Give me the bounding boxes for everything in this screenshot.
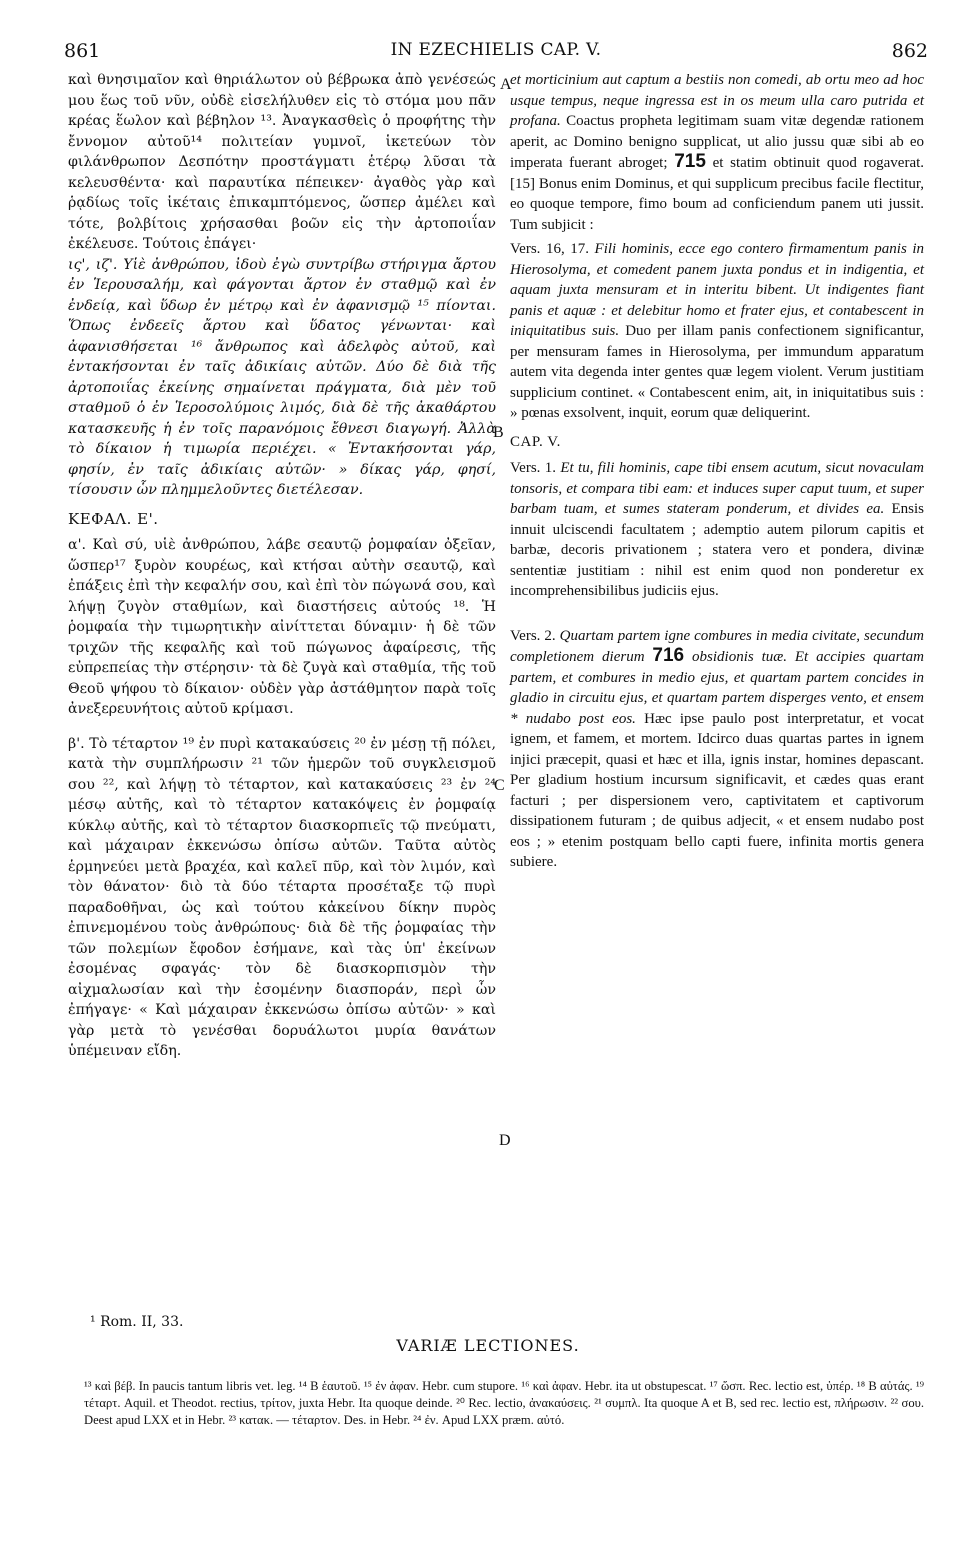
latin-text: Et tu, fili hominis, cape tibi ensem acutum, sicut novaculam tonsoris, et compara tibi eam: et induces super caput tuum, et super barbam tuam, et sumes stateram ponderum, et divides ea. (510, 460, 924, 517)
greek-column (68, 70, 496, 1062)
greek-section-title: ΚΕΦΑΛ. Ε'. (68, 509, 159, 528)
latin-text: et morticinium aut captum a bestiis non comedi, ab ortu meo ad hoc usque tempus, neque ingressa est in os meum ulla caro putrida et profana. (510, 72, 924, 129)
latin-paragraph-1 (510, 70, 924, 235)
greek-paragraph-2: ις', ιζ'. Υἱὲ ἀνθρώπου, ἰδοὺ ἐγὼ συντρίβω στήριγμα ἄρτου ἐν Ἱερουσαλήμ, καὶ φάγονται ἄρτον ἐν σταθμῷ καὶ ἐν ἐνδείᾳ, καὶ ὕδωρ ἐν μέτρῳ καὶ ἐν ἀφανισμῷ ¹⁵ πίονται. Ὅπως ἐνδεεῖς ἄρτου καὶ ὕδατος γένωνται· καὶ ἀφανισθήσεται ¹⁶ ἄνθρωπος καὶ ἀδελφὸς αὐτοῦ, καὶ ἐντακήσονται ἐν ταῖς ἀδικίαις αὐτῶν. Δύο δὲ διὰ τῆς ἀρτοποιΐας ἐκείνης σημαίνεται πράγματα, διὰ μὲν τοῦ σταθμοῦ ὁ ἐν Ἱεροσολύμοις λιμός, διὰ δὲ τῆς ἀκαθάρτου κατασκευῆς ἡ ἐν τοῖς παρανόμοις ἔθνεσι διαγωγή. Ἀλλὰ τὸ δίκαιον ἡ τιμωρία περιέχει. « Ἐντακήσονται γάρ, φησίν, ἐν ταῖς ἀδικίαις αὐτῶν· » δίκας γάρ, φησί, τίσουσιν ὧν πλημμελοῦντες διετέλεσαν. (68, 256, 496, 498)
latin-text: et statim obtinuit quod rogaverat. [15] Bonus enim Dominus, et qui supplicum precibus facile flectitur, eo quoque tempore, fimo boum ad conficiendum panem uti jussit. Tum subjicit : (510, 155, 925, 233)
variae-lectiones-text: ¹³ καὶ βέβ. In paucis tantum libris vet. leg. ¹⁴ B ἑαυτοῦ. ¹⁵ ἐν ἀφαν. Hebr. cum stupore. ¹⁶ καὶ ἀφαν. Hebr. ita ut obstupescat. ¹⁷ ὥσπ. Rec. lectio est, ὑπέρ. ¹⁸ B αὐτάς. ¹⁹ τέταρτ. Aquil. et Theodot. rectius, τρίτον, juxta Hebr. Ita quoque deinde. ²⁰ Rec. lectio, ἀνακαύσεις. ²¹ συμπλ. Ita quoque A et B, sed rec. lectio est, πλήρωσιν. ²² σου. Deest apud LXX et in Hebr. ²³ κατακ. — τέταρτον. Des. in Hebr. ²⁴ ἐν. Apud LXX præm. αὐτό. (84, 1379, 924, 1427)
margin-letter-a: A (500, 76, 512, 93)
latin-paragraph-4 (510, 626, 924, 873)
page-number-right: 862 (891, 40, 928, 62)
greek-paragraph-3: α'. Καὶ σύ, υἱὲ ἀνθρώπου, λάβε σεαυτῷ ῥομφαίαν ὀξεῖαν, ὥσπερ¹⁷ ξυρὸν κουρέως, καὶ κτήσαι αὐτὴν σεαυτῷ, καὶ ἐπάξεις ἐπὶ τὴν κεφαλήν σου, καὶ ἐπὶ τὸν πώγωνά σου, καὶ λήψῃ ζυγὸν σταθμίων, καὶ διαστήσεις αὐτούς ¹⁸. Ἡ ῥομφαία τὴν τιμωρητικὴν αἰνίττεται δύναμιν· ἡ δὲ τῶν τριχῶν τῆς κεφαλῆς καὶ τοῦ πώγωνος ἀφαίρεσις, τῆς εὐπρεπείας τὴν στέρησιν· τὰ δὲ ζυγὰ καὶ σταθμία, τῆς τοῦ Θεοῦ ψήφου τὸ δίκαιον· οὐδὲν γὰρ ἀστάθμητον παρὰ τοῖς ἀνεξερευνήτοις αὐτοῦ κρίμασι. (68, 537, 496, 717)
footnote: ¹ Rom. II, 33. (90, 1314, 184, 1330)
margin-letter-b: B (493, 424, 504, 441)
margin-letter-c: C (494, 777, 505, 794)
latin-paragraph-2 (510, 239, 924, 424)
column-number-715: 715 (674, 151, 706, 172)
page-number-left: 861 (64, 40, 101, 62)
latin-text: Hæc ipse paulo post interpretatur, et vocat ignem, et famem, et mortem. Idcirco duas quartas partes in ignem injici præcepit, quasi et hæc et illa, ignis instar, homines depascant. Per gladium hostium incursum significavit, et cædes quas erant facturi ; per dispersionem vero, captivitatem et captivorum dissipationem futuram ; de quibus adjecit, « et ensem nudabo post eos ; » etenim postquam bello capti fuere, infinita mortis genera subiere. (510, 710, 925, 870)
variae-lectiones-title: VARIÆ LECTIONES. (396, 1336, 580, 1355)
latin-section-title: CAP. V. (510, 433, 561, 450)
latin-text: Ensis innuit ulciscendi facultatem ; ademptio autem pilorum capitis et barbæ, decoris privationem ; statera vero et pondera, divinæ sententiæ justitiam : nihil est enim quod non ponderetur ex incomprehensibilibus judiciis ejus. (510, 501, 924, 599)
latin-text: Duo per illam panis confectionem significantur, per mensuram fames in Hierosolyma, per immundum apparatum autem vita degenda inter gentes quæ legem violent. Verum justitiam supplicium continet. « Contabescent enim, ait, in iniquitatibus suis : » pœnas exsolvent, inquit, eorum quæ deliquerint. (510, 323, 924, 421)
latin-text: Fili hominis, ecce ego contero firmamentum panis in Hierosolyma, et comedent panem juxta pondus et in indigentia, et aquam juxta mensuram et in interitu bibent. Ut indigentes fiant panis et aquæ : et delebitur homo et frater ejus, et contabescent in iniquitatibus suis. (510, 241, 924, 339)
greek-paragraph-1: καὶ θνησιμαῖον καὶ θηριάλωτον οὐ βέβρωκα ἀπὸ γενέσεώς μου ἕως τοῦ νῦν, οὐδὲ εἰσελήλυθεν εἰς τὸ στόμα μου πᾶν κρέας ἕωλον καὶ βέβηλον ¹³. Ἀναγκασθεὶς ὁ προφήτης τὴν ἔννομον αὐτοῦ¹⁴ πολιτείαν γυμνοῖ, ἱκετεύων τὸν φιλάνθρωπον Δεσπότην προστάγματι ἑτέρῳ λῦσαι τὰ κελευσθέντα· καὶ παραυτίκα πέπεικεν· ἀγαθὸς γὰρ καὶ ῥᾳδίως τοῖς ἱκέταις ἐπικαμπτόμενος, ὥσπερ ἀμέλει καὶ τότε, βολβίτοις χρήσασθαι βοῶν εἰς τὴν ἀρτοποιΐαν ἐκέλευσε. Τούτοις ἐπάγει· (68, 72, 496, 252)
verse-label: Vers. 2. (510, 627, 556, 644)
verse-label: Vers. 1. (510, 460, 557, 476)
latin-text: Coactus propheta legitimam suam vitæ degendæ rationem aperit, ac Domino benigno supplicat, ut alio jussu quæ sibi ab eo imperata fuerant abroget; (510, 113, 924, 171)
latin-text: Quartam partem igne combures in media civitate, secundum completionem dierum (510, 627, 924, 665)
greek-paragraph-4: β'. Τὸ τέταρτον ¹⁹ ἐν πυρὶ κατακαύσεις ²⁰ ἐν μέσῃ τῇ πόλει, κατὰ τὴν συμπλήρωσιν ²¹ τῶν ἡμερῶν τοῦ συγκλεισμοῦ σου ²², καὶ λήψῃ τὸ τέταρτον, καὶ κατακαύσεις ²³ ἐν ²⁴ μέσῳ αὐτῆς, καὶ τὸ τέταρτον κατακόψεις ἐν ῥομφαίᾳ κύκλῳ αὐτῆς, καὶ τὸ τέταρτον διασκορπιεῖς τῷ πνεύματι, καὶ μάχαιραν ἐκκενώσω ὀπίσω αὐτῶν. Ταῦτα αὐτὸς ἑρμηνεύει μετὰ βραχέα, καὶ καλεῖ πῦρ, καὶ τὸν λιμόν, καὶ τὸν θάνατον· διὸ τὰ δύο τέταρτα προσέταξε τῷ πυρὶ παραδοθῆναι, ὡς καὶ τούτου κἀκείνου δίκην πυρὸς ἐπινεμομένου τοὺς ἀνθρώπους· διὰ δὲ τῆς ῥομφαίας τὴν τῶν πολεμίων ἔφοδον ἐσήμανε, καὶ τὰς ὑπ' ἐκείνων ἐσομένας σφαγάς· τὸν δὲ διασκορπισμὸν τὴν αἰχμαλωσίαν καὶ τὴν ἐσομένην διασποράν, περὶ ὧν ἐπήγαγε· « Καὶ μάχαιραν ἐκκενώσω ὀπίσω αὐτῶν· » καὶ γὰρ μετὰ τὸ γενέσθαι δορυάλωτοι μυρία θανάτων ὑπέμειναν εἴδη. (68, 735, 496, 1059)
verse-label: Vers. 16, 17. (510, 241, 589, 257)
variae-lectiones (84, 1378, 924, 1429)
latin-paragraph-3 (510, 458, 924, 602)
column-number-716: 716 (652, 645, 685, 666)
latin-column (510, 70, 924, 873)
margin-letter-d: D (499, 1132, 511, 1149)
page-header (64, 40, 928, 66)
latin-text: obsidionis tuæ. Et accipies quartam partem, et combures in medio ejus, et quartam partem concides in gladio in circuitu ejus, et quartam partem disperges vento, et ensem * nudabo post eos. (510, 649, 924, 727)
running-title: IN EZECHIELIS CAP. V. (390, 40, 602, 60)
